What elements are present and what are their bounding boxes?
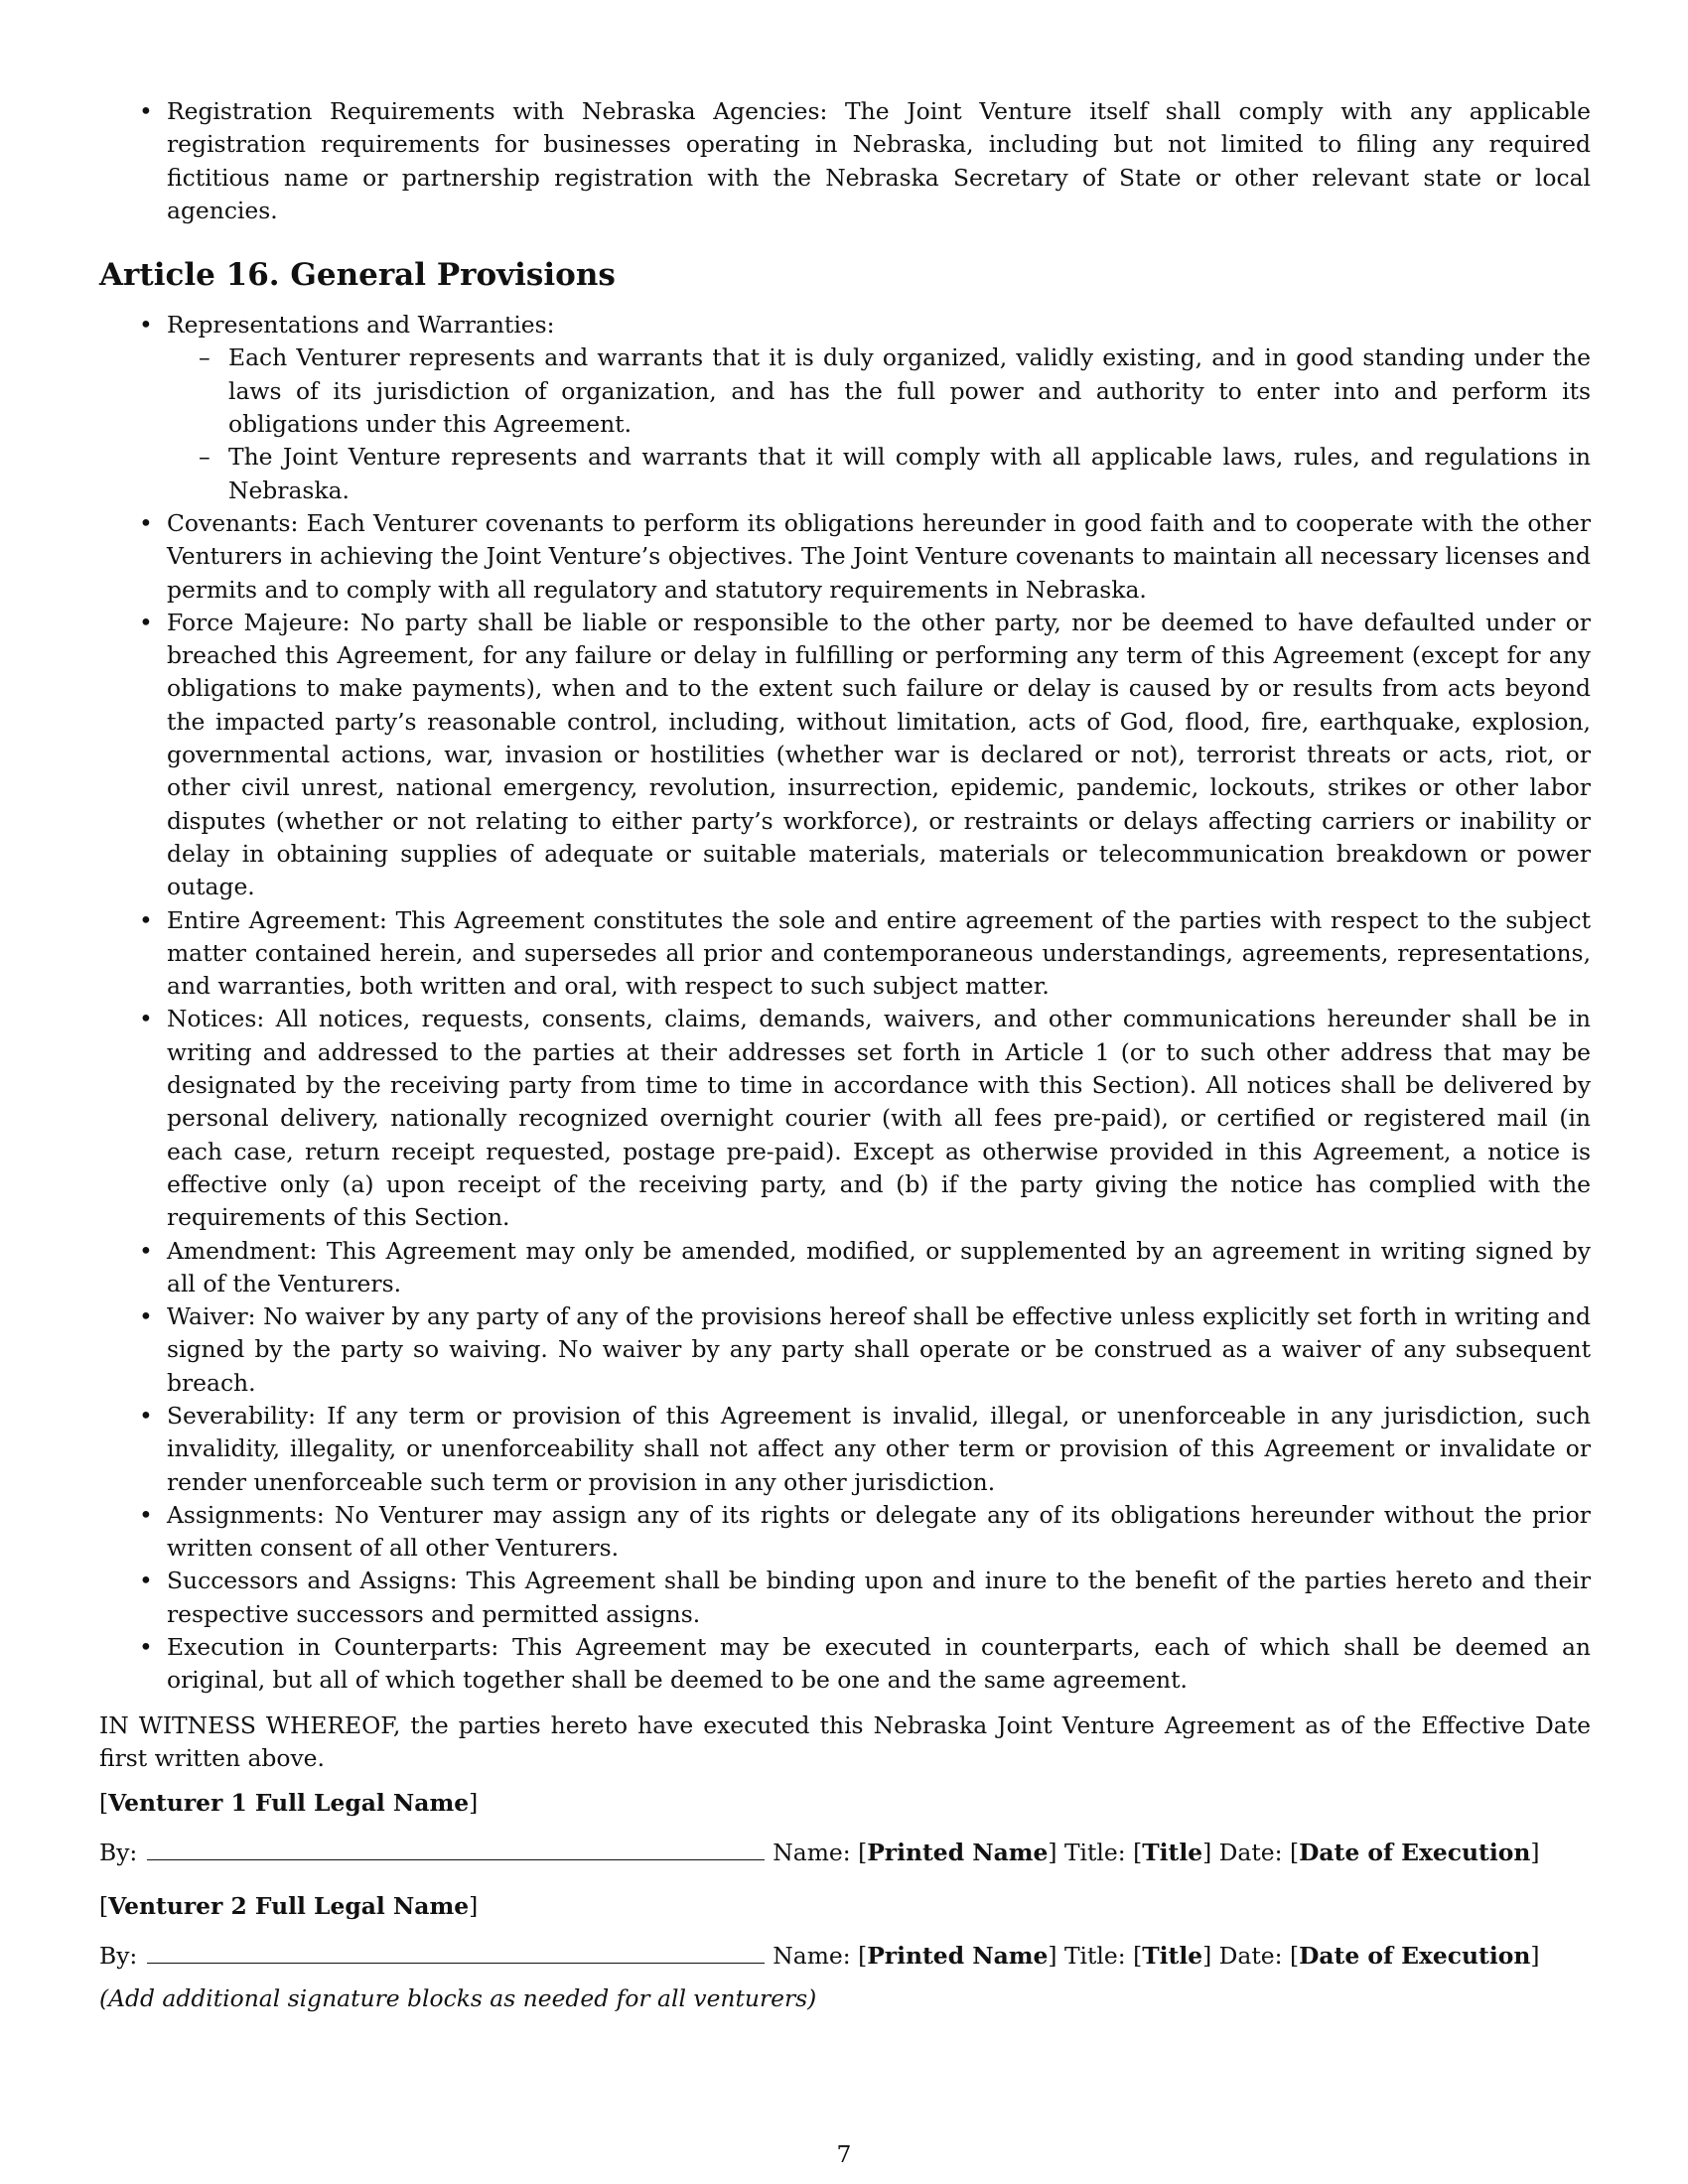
title-label: Title: bbox=[1063, 1839, 1126, 1867]
title-value: Title bbox=[1142, 1941, 1203, 1970]
sublist-item: – The Joint Venture represents and warrants that it will comply with all applicable laws, rules, and regulations in Nebraska. bbox=[167, 441, 1591, 507]
printed-name-value: Printed Name bbox=[867, 1941, 1049, 1970]
date-label: Date: bbox=[1218, 1941, 1283, 1970]
representations-label: Representations and Warranties: bbox=[167, 311, 555, 340]
list-item-entire-agreement: • Entire Agreement: This Agreement constitutes the sole and entire agreement of the parties with respect to the subject matter contained herein, and supersedes all prior and contemporaneous understandings, agreements, representations, and warranties, both written and oral, with respect to such subject matter. bbox=[99, 904, 1591, 1004]
list-item-assignments: • Assignments: No Venturer may assign any of its rights or delegate any of its obligations hereunder without the prior written consent of all other Venturers. bbox=[99, 1499, 1591, 1566]
date-value: Date of Execution bbox=[1299, 1839, 1531, 1867]
list-item-covenants: • Covenants: Each Venturer covenants to perform its obligations hereunder in good faith and to cooperate with the other Venturers in achieving the Joint Venture’s objectives. The Joint Venture covenants to maintain all necessary licenses and permits and to comply with all regulatory and statutory requirements in Nebraska. bbox=[99, 507, 1591, 607]
by-label: By: bbox=[99, 1839, 138, 1867]
title-label: Title: bbox=[1063, 1941, 1126, 1970]
list-item-counterparts: • Execution in Counterparts: This Agreement may be executed in counterparts, each of which shall be deemed an original, but all of which together shall be deemed to be one and the same agreement. bbox=[99, 1631, 1591, 1698]
signature-line-1: By: Name: [ Printed Name ] Title: [ Title ] Date: [ Date of Execution ] bbox=[99, 1837, 1591, 1869]
sublist-item: – Each Venturer represents and warrants that it is duly organized, validly existing, and in good standing under the laws of its jurisdiction of organization, and has the full power and authority to enter into and perform its obligations under this Agreement. bbox=[167, 341, 1591, 441]
list-item-amendment: • Amendment: This Agreement may only be amended, modified, or supplemented by an agreement in writing signed by all of the Venturers. bbox=[99, 1235, 1591, 1301]
additional-blocks-note: (Add additional signature blocks as needed for all venturers) bbox=[99, 1983, 817, 2012]
representations-sublist bbox=[167, 341, 1591, 506]
list-item-force-majeure: • Force Majeure: No party shall be liable or responsible to the other party, nor be deemed to have defaulted under or breached this Agreement, for any failure or delay in fulfilling or performing any term of this Agreement (except for any obligations to make payments), when and to the extent such failure or delay is caused by or results from acts beyond the impacted party’s reasonable control, including, without limitation, acts of God, flood, fire, earthquake, explosion, governmental actions, war, invasion or hostilities (whether war is declared or not), terrorist threats or acts, riot, or other civil unrest, national emergency, revolution, insurrection, epidemic, pandemic, lockouts, strikes or other labor disputes (whether or not relating to either party’s workforce), or restraints or delays affecting carriers or inability or delay in obtaining supplies of adequate or suitable materials, materials or telecommunication breakdown or power outage. bbox=[99, 607, 1591, 904]
document-page bbox=[99, 95, 1591, 2015]
general-provisions-list bbox=[99, 309, 1591, 1697]
date-value: Date of Execution bbox=[1299, 1941, 1531, 1970]
signature-line-2: By: Name: [ Printed Name ] Title: [ Title ] Date: [ Date of Execution ] bbox=[99, 1940, 1591, 1973]
list-item-successors: • Successors and Assigns: This Agreement shall be binding upon and inure to the benefit of the parties hereto and their respective successors and permitted assigns. bbox=[99, 1565, 1591, 1631]
venturer-2-name: [Venturer 2 Full Legal Name] bbox=[99, 1891, 479, 1920]
venturer-1-name: [Venturer 1 Full Legal Name] bbox=[99, 1789, 479, 1818]
article-16-heading: Article 16. General Provisions bbox=[99, 257, 616, 294]
signature-field[interactable] bbox=[147, 1838, 765, 1860]
list-item-waiver: • Waiver: No waiver by any party of any of the provisions hereof shall be effective unless explicitly set forth in writing and signed by the party so waiving. No waiver by any party shall operate or be construed as a waiver of any subsequent breach. bbox=[99, 1300, 1591, 1400]
name-label: Name: bbox=[773, 1941, 851, 1970]
name-label: Name: bbox=[773, 1839, 851, 1867]
list-item-registration: • Registration Requirements with Nebraska Agencies: The Joint Venture itself shall comply with any applicable registration requirements for businesses operating in Nebraska, including but not limited to filing any required fictitious name or partnership registration with the Nebraska Secretary of State or other relevant state or local agencies. bbox=[99, 95, 1591, 227]
title-value: Title bbox=[1142, 1839, 1203, 1867]
list-item-notices: • Notices: All notices, requests, consents, claims, demands, waivers, and other communications hereunder shall be in writing and addressed to the parties at their addresses set forth in Article 1 (or to such other address that may be designated by the receiving party from time to time in accordance with this Section). All notices shall be delivered by personal delivery, nationally recognized overnight courier (with all fees pre-paid), or certified or registered mail (in each case, return receipt requested, postage pre-paid). Except as otherwise provided in this Agreement, a notice is effective only (a) upon receipt of the receiving party, and (b) if the party giving the notice has complied with the requirements of this Section. bbox=[99, 1003, 1591, 1234]
by-label: By: bbox=[99, 1941, 138, 1970]
list-item-severability: • Severability: If any term or provision of this Agreement is invalid, illegal, or unenforceable in any jurisdiction, such invalidity, illegality, or unenforceability shall not affect any other term or provision of this Agreement or invalidate or render unenforceable such term or provision in any other jurisdiction. bbox=[99, 1400, 1591, 1499]
witness-paragraph: IN WITNESS WHEREOF, the parties hereto have executed this Nebraska Joint Venture Agreement as of the Effective Date first written above. bbox=[99, 1710, 1591, 1772]
registration-list bbox=[99, 95, 1591, 227]
printed-name-value: Printed Name bbox=[867, 1839, 1049, 1867]
signature-field[interactable] bbox=[147, 1941, 765, 1964]
list-item-representations bbox=[99, 309, 1591, 507]
date-label: Date: bbox=[1218, 1839, 1283, 1867]
page-number: 7 bbox=[836, 2140, 852, 2168]
